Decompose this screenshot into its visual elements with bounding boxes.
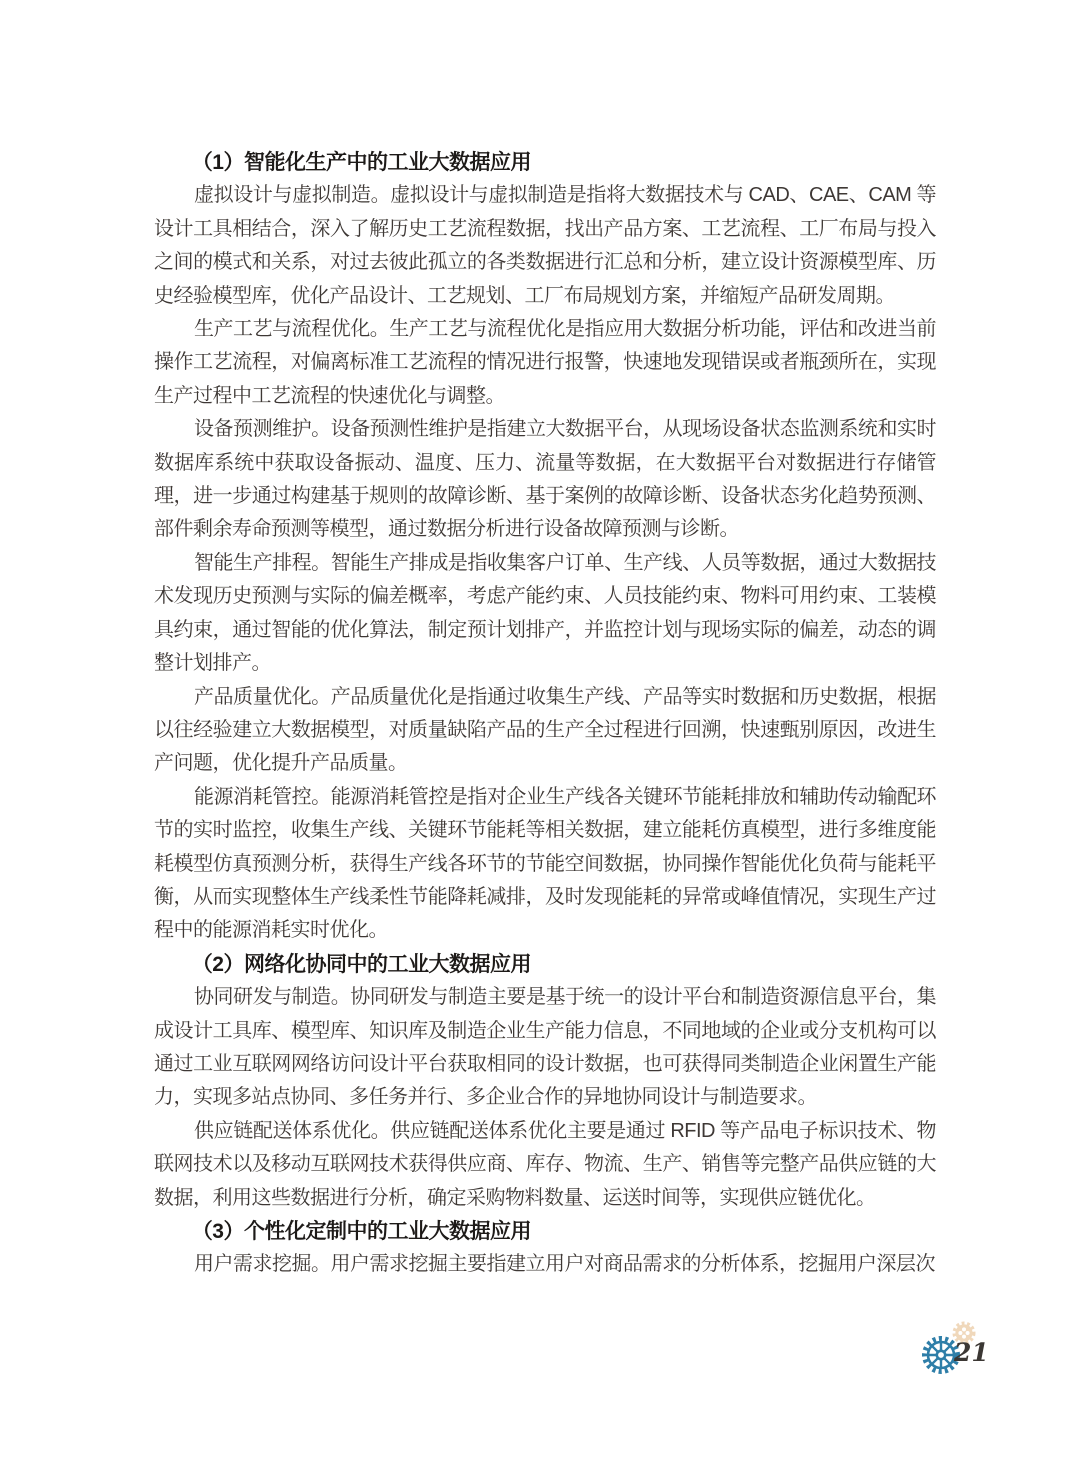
section-heading-1: （1）智能化生产中的工业大数据应用 (191, 151, 531, 174)
paragraph: 能源消耗管控。能源消耗管控是指对企业生产线各关键环节能耗排放和辅助传动输配环节的实时监控，收集生产线、关键环节能耗等相关数据，建立能耗仿真模型，进行多维度能耗模型仿真预测分析，获得生产线各环节的节能空间数据，协同操作智能优化负荷与能耗平衡，从而实现整体生产线柔性节能降耗减排，及时发现能耗的异常或峰值情况，实现生产过程中的能源消耗实时优化。 (154, 785, 936, 942)
paragraph: 虚拟设计与虚拟制造。虚拟设计与虚拟制造是指将大数据技术与 CAD、CAE、CAM 等设计工具相结合，深入了解历史工艺流程数据，找出产品方案、工艺流程、工厂布局与投入之间的模式和关系，对过去彼此孤立的各类数据进行汇总和分析，建立设计资源模型库、历史经验模型库，优化产品设计、工艺规划、工厂布局规划方案，并缩短产品研发周期。 (154, 184, 936, 307)
paragraph: 设备预测维护。设备预测性维护是指建立大数据平台，从现场设备状态监测系统和实时数据库系统中获取设备振动、温度、压力、流量等数据，在大数据平台对数据进行存储管理，进一步通过构建基于规则的故障诊断、基于案例的故障诊断、设备状态劣化趋势预测、部件剩余寿命预测等模型，通过数据分析进行设备故障预测与诊断。 (154, 418, 936, 541)
section-heading-2: （2）网络化协同中的工业大数据应用 (191, 952, 531, 976)
paragraph: 生产工艺与流程优化。生产工艺与流程优化是指应用大数据分析功能，评估和改进当前操作工艺流程，对偏离标准工艺流程的情况进行报警，快速地发现错误或者瓶颈所在，实现生产过程中工艺流程的快速优化与调整。 (154, 318, 936, 407)
blue-gear-icon (925, 1339, 957, 1371)
paragraph: 智能生产排程。智能生产排成是指收集客户订单、生产线、人员等数据，通过大数据技术发现历史预测与实际的偏差概率，考虑产能约束、人员技能约束、物料可用约束、工装模具约束，通过智能的优化算法，制定预计划排产，并监控计划与现场实际的偏差，动态的调整计划排产。 (154, 551, 936, 675)
paragraph: 产品质量优化。产品质量优化是指通过收集生产线、产品等实时数据和历史数据，根据以往经验建立大数据模型，对质量缺陷产品的生产全过程进行回溯，快速甄别原因，改进生产问题，优化提升产品质量。 (154, 685, 936, 775)
paragraph: 用户需求挖掘。用户需求挖掘主要指建立用户对商品需求的分析体系，挖掘用户深层次 (194, 1253, 935, 1276)
section-heading-3: （3）个性化定制中的工业大数据应用 (191, 1220, 531, 1243)
page-body-text (154, 146, 936, 1282)
paragraph: 协同研发与制造。协同研发与制造主要是基于统一的设计平台和制造资源信息平台，集成设计工具库、模型库、知识库及制造企业生产能力信息，不同地域的企业或分支机构可以通过工业互联网网络访问设计平台获取相同的设计数据，也可获得同类制造企业闲置生产能力，实现多站点协同、多任务并行、多企业合作的异地协同设计与制造要求。 (154, 986, 936, 1109)
page-number: 21 (954, 1338, 989, 1367)
paragraph: 供应链配送体系优化。供应链配送体系优化主要是通过 RFID 等产品电子标识技术、物联网技术以及移动互联网技术获得供应商、库存、物流、生产、销售等完整产品供应链的大数据，利用这些数据进行分析，确定采购物料数量、运送时间等，实现供应链优化。 (154, 1119, 936, 1209)
